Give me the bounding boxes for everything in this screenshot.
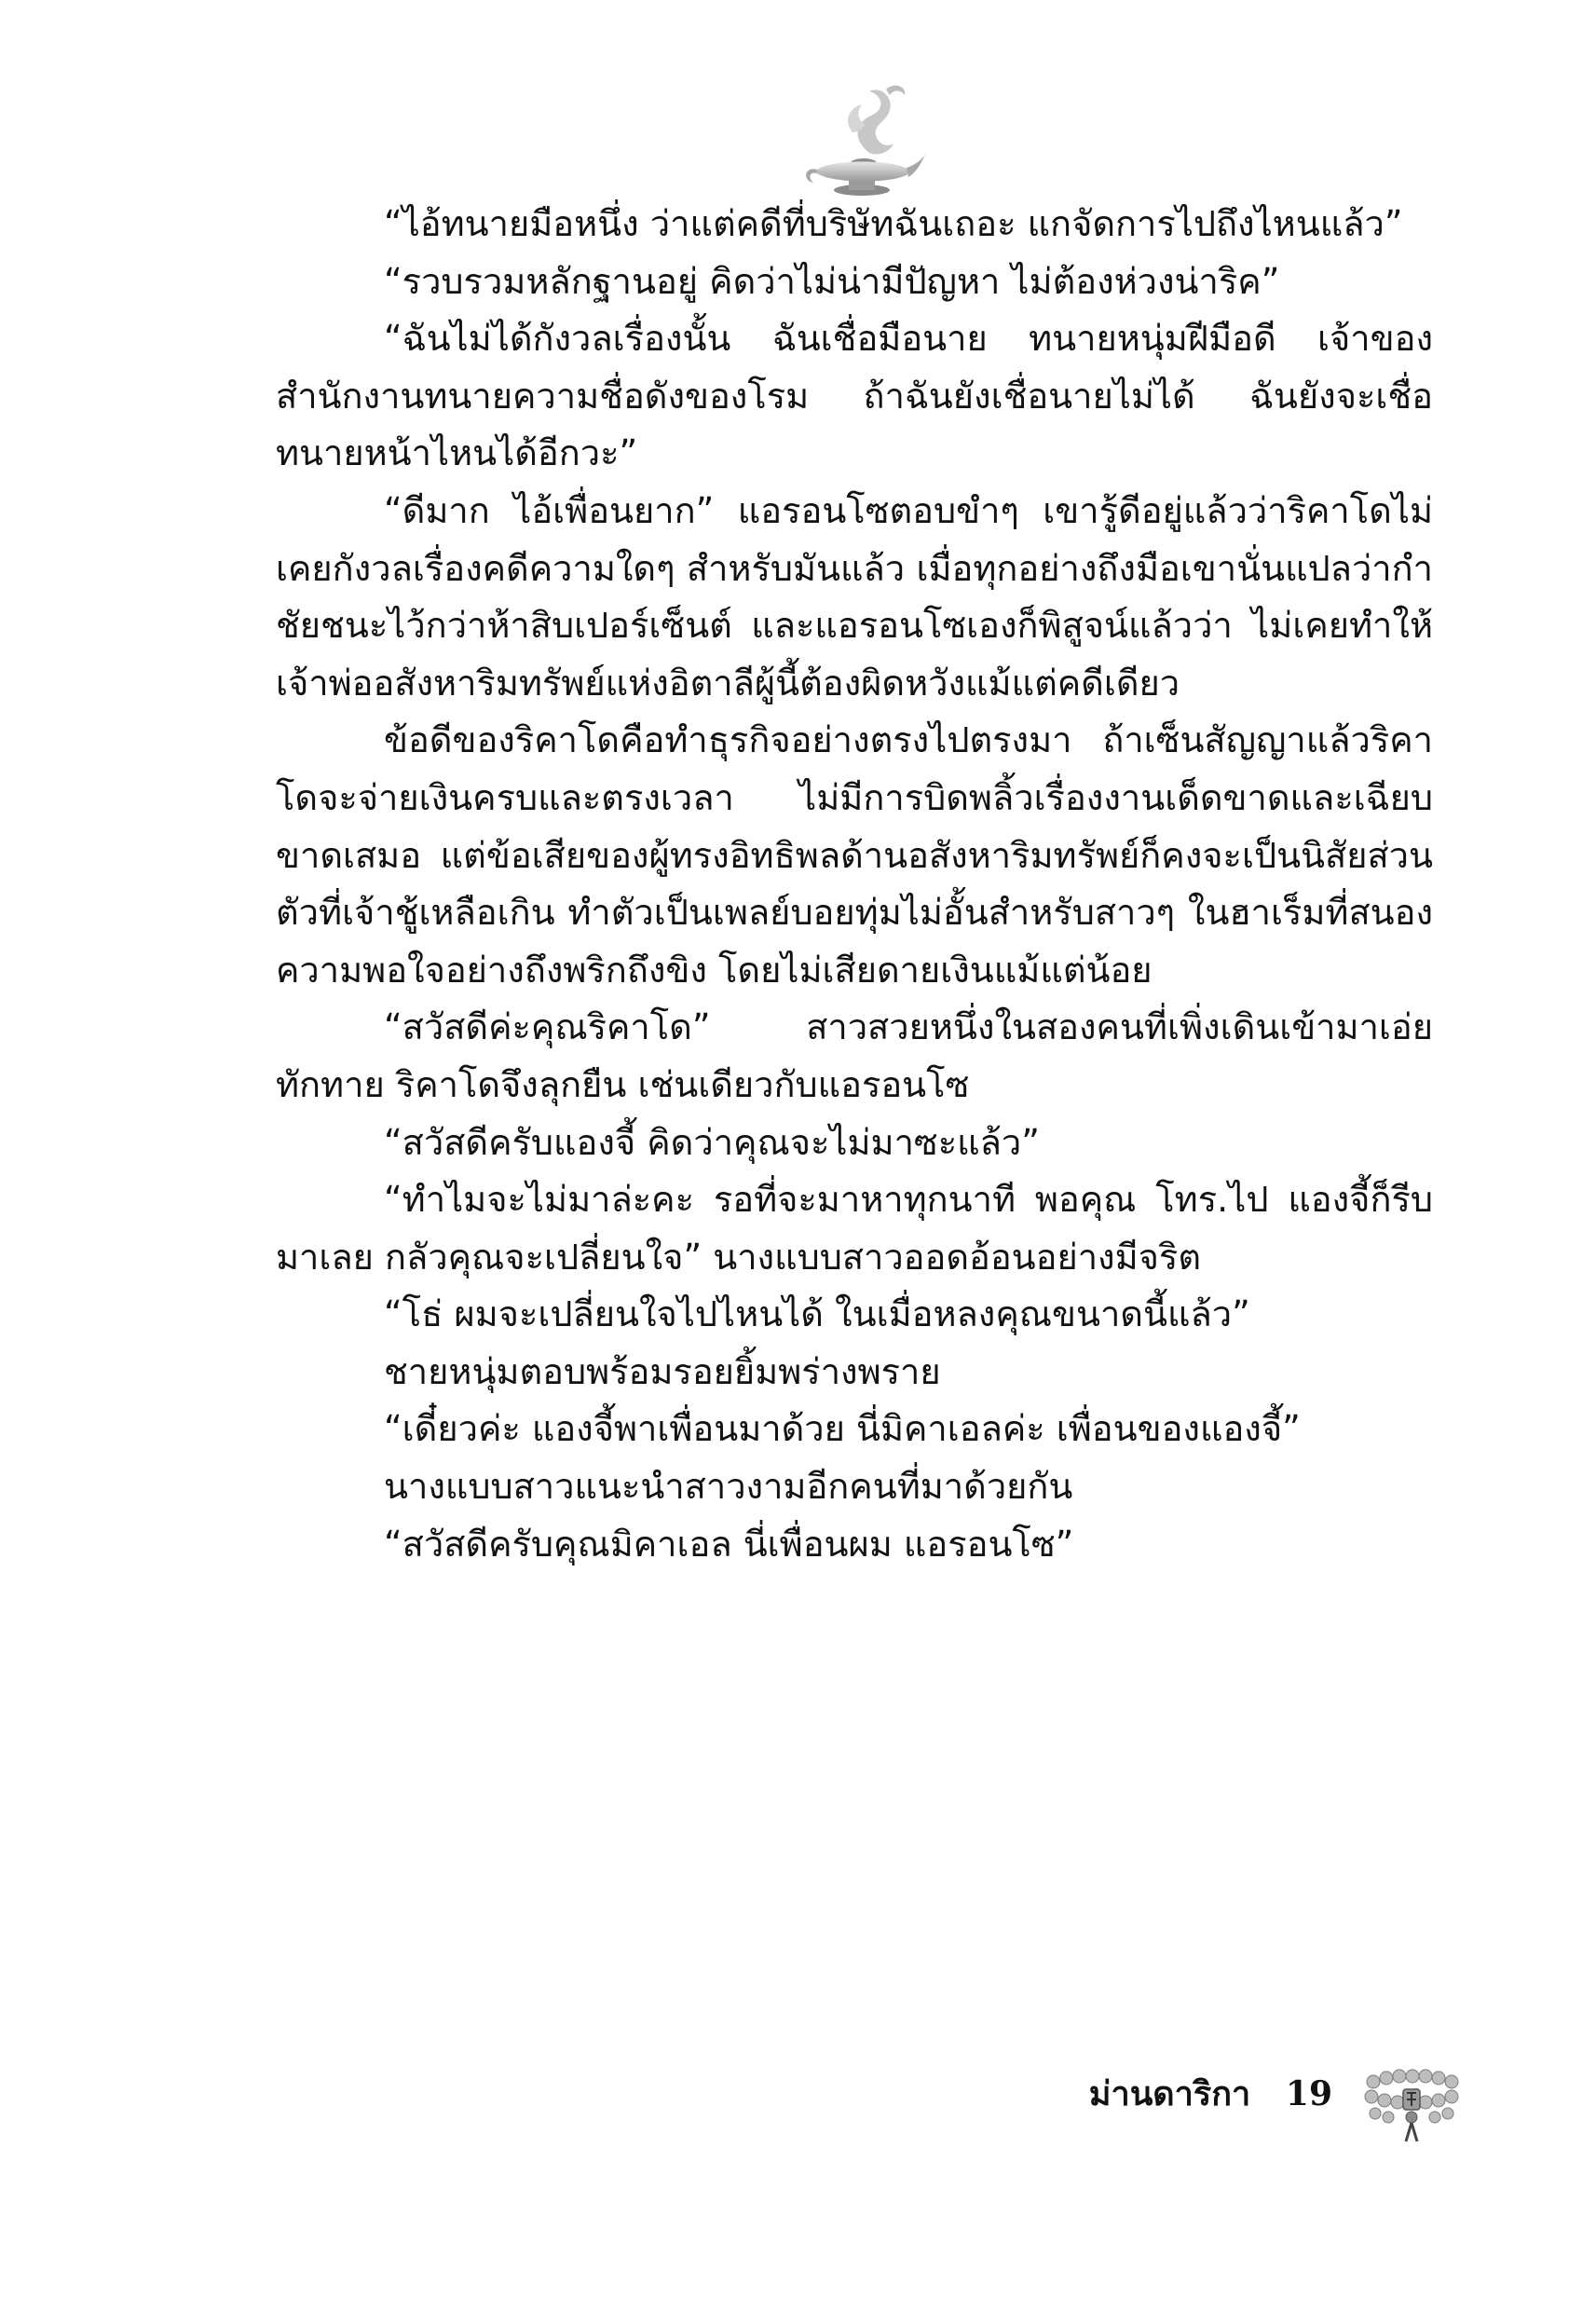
paragraph: “ทำไมจะไม่มาล่ะคะ รอที่จะมาหาทุกนาที พอคุณ โทร.ไป แองจี้ก็รีบมาเลย กลัวคุณจะเปลี่ยนใจ” นางแบบสาวออดอ้อนอย่างมีจริต — [276, 1179, 1433, 1278]
paragraph: “ไอ้ทนายมือหนึ่ง ว่าแต่คดีที่บริษัทฉันเถอะ แกจัดการไปถึงไหนแล้ว” — [384, 203, 1403, 244]
story-text — [276, 196, 1433, 1573]
paragraph: “ฉันไม่ได้กังวลเรื่องนั้น ฉันเชื่อมือนาย ทนายหนุ่มฝีมือดี เจ้าของสำนักงานทนายความชื่อดังของโรม ถ้าฉันยังเชื่อนายไม่ได้ ฉันยังจะเชื่อทนายหน้าไหนได้อีกวะ” — [276, 318, 1433, 474]
paragraph: ชายหนุ่มตอบพร้อมรอยยิ้มพร่างพราย — [384, 1350, 941, 1392]
paragraph: “สวัสดีครับคุณมิคาเอล นี่เพื่อนผม แอรอนโซ” — [384, 1523, 1074, 1565]
paragraph: “สวัสดีค่ะคุณริคาโด” สาวสวยหนึ่งในสองคนที่เพิ่งเดินเข้ามาเอ่ยทักทาย ริคาโดจึงลุกยืน เช่นเดียวกับแอรอนโซ — [276, 1006, 1433, 1105]
running-footer — [1062, 2071, 1332, 2117]
paragraph: นางแบบสาวแนะนำสาวงามอีกคนที่มาด้วยกัน — [384, 1466, 1073, 1508]
paragraph: “โธ่ ผมจะเปลี่ยนใจไปไหนได้ ในเมื่อหลงคุณขนาดนี้แล้ว” — [384, 1293, 1250, 1335]
paragraph: “สวัสดีครับแองจี้ คิดว่าคุณจะไม่มาซะแล้ว” — [384, 1121, 1040, 1163]
genie-lamp-icon — [797, 67, 927, 207]
page-number: 19 — [1285, 2074, 1332, 2113]
paragraph: “เดี๋ยวค่ะ แองจี้พาเพื่อนมาด้วย นี่มิคาเอลค่ะ เพื่อนของแองจี้” — [384, 1408, 1301, 1450]
bead-bracelet-icon — [1360, 2048, 1463, 2151]
paragraph: “ดีมาก ไอ้เพื่อนยาก” แอรอนโซตอบขำๆ เขารู้ดีอยู่แล้วว่าริคาโดไม่เคยกังวลเรื่องคดีความใดๆ สำหรับมันแล้ว เมื่อทุกอย่างถึงมือเขานั่นแปลว่ากำชัยชนะไว้กว่าห้าสิบเปอร์เซ็นต์ และแอรอนโซเองก็พิสูจน์แล้วว่า ไม่เคยทำให้เจ้าพ่ออสังหาริมทรัพย์แห่งอิตาลีผู้นี้ต้องผิดหวังแม้แต่คดีเดียว — [276, 489, 1433, 704]
paragraph: “รวบรวมหลักฐานอยู่ คิดว่าไม่น่ามีปัญหา ไม่ต้องห่วงน่าริค” — [384, 260, 1280, 302]
paragraph: ข้อดีของริคาโดคือทำธุรกิจอย่างตรงไปตรงมา ถ้าเซ็นสัญญาแล้วริคาโดจะจ่ายเงินครบและตรงเวลา ไม่มีการบิดพลิ้วเรื่องงานเด็ดขาดและเฉียบขาดเสมอ แต่ข้อเสียของผู้ทรงอิทธิพลด้านอสังหาริมทรัพย์ก็คงจะเป็นนิสัยส่วนตัวที่เจ้าชู้เหลือเกิน ทำตัวเป็นเพลย์บอยทุ่มไม่อั้นสำหรับสาวๆ ในฮาเร็มที่สนองความพอใจอย่างถึงพริกถึงขิง โดยไม่เสียดายเงินแม้แต่น้อย — [276, 719, 1433, 991]
book-title: ม่านดาริกา — [1088, 2074, 1251, 2113]
